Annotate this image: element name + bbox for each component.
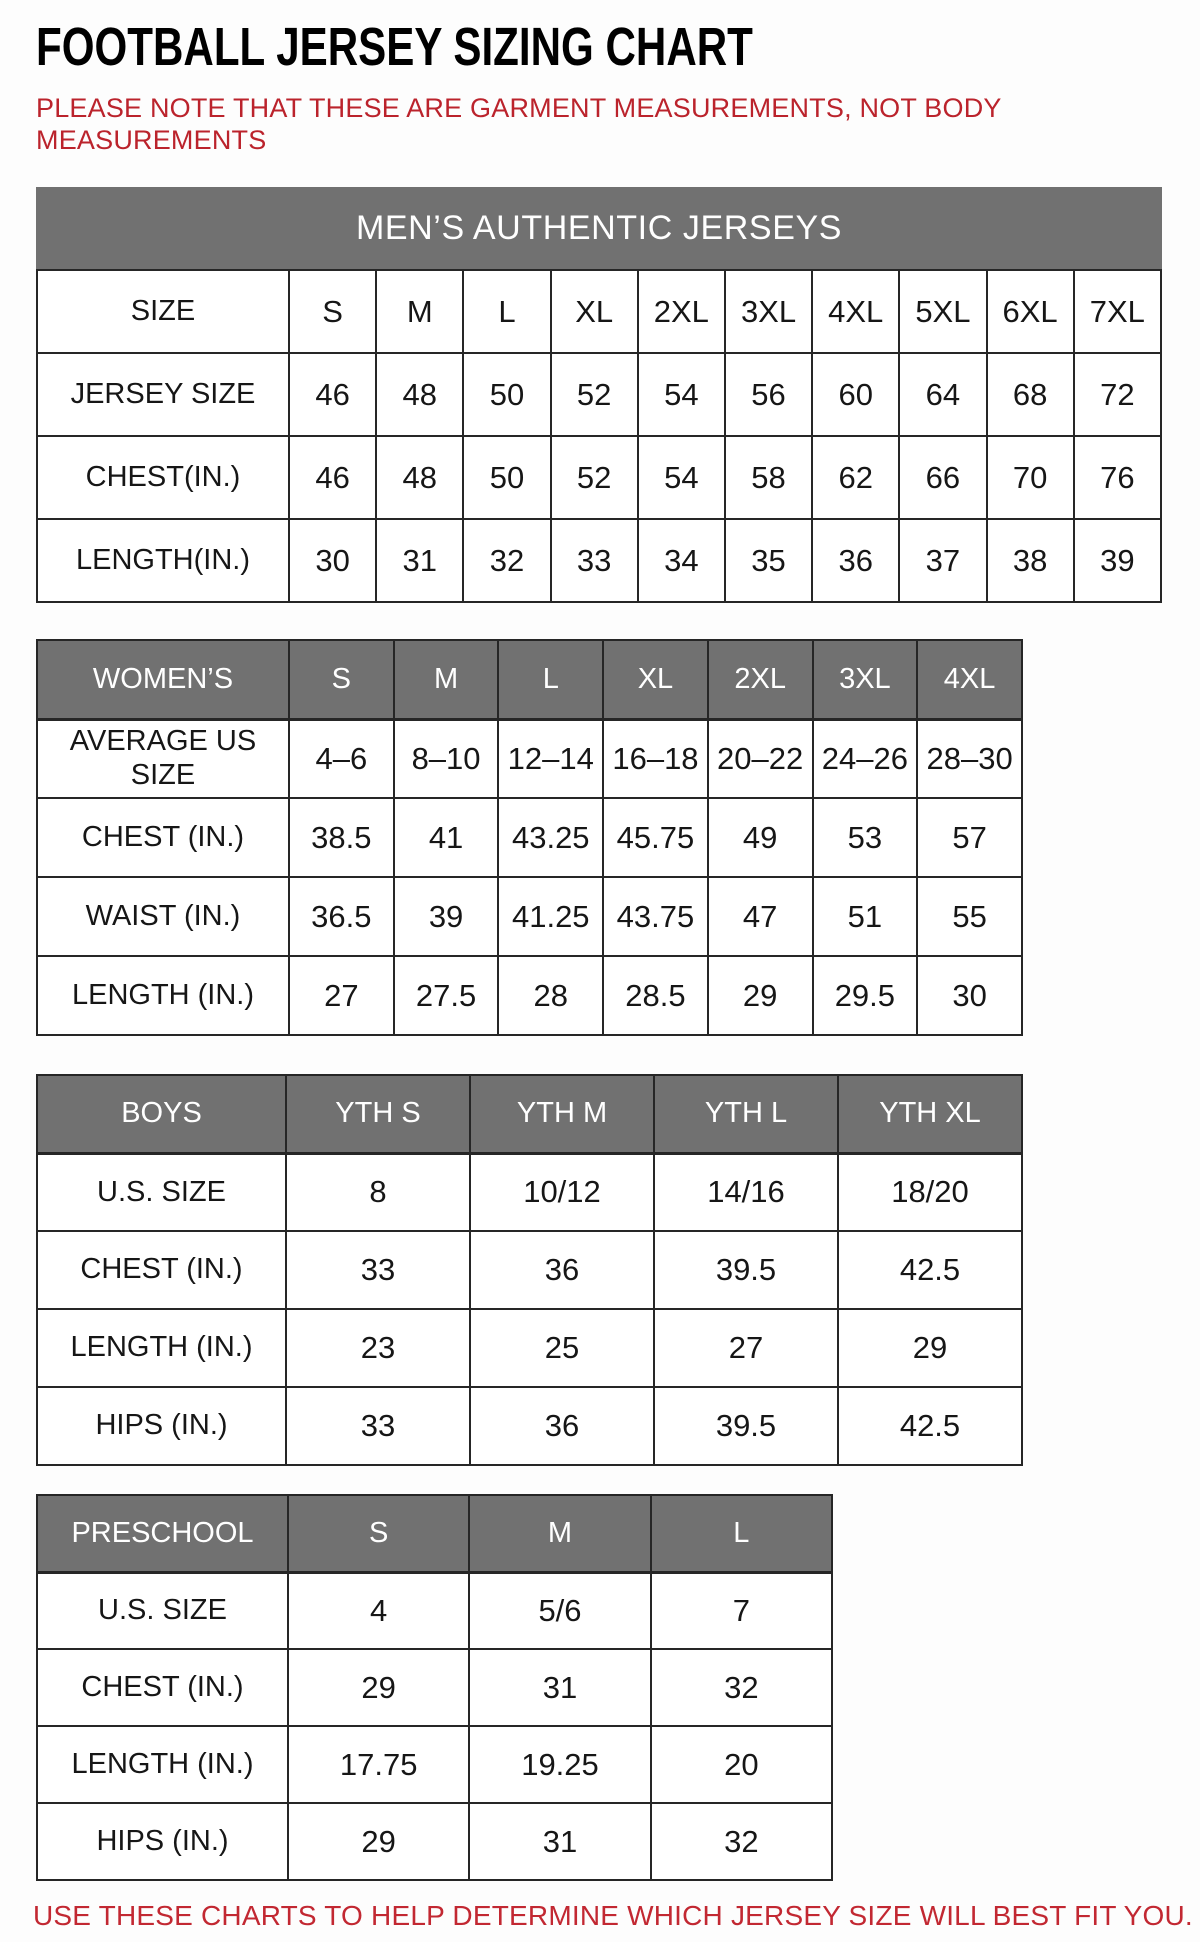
table-cell: 43.75: [603, 877, 708, 956]
table-row: [37, 519, 1161, 602]
header-cell: L: [651, 1495, 832, 1572]
table-cell: 32: [651, 1803, 832, 1880]
table-cell: 31: [469, 1803, 650, 1880]
table-cell: 56: [725, 353, 812, 436]
table-cell: L: [463, 270, 550, 353]
row-label: HIPS (IN.): [37, 1803, 288, 1880]
header-cell: YTH L: [654, 1075, 838, 1153]
table-cell: 33: [551, 519, 638, 602]
table-row: [37, 719, 1022, 798]
table-cell: 20: [651, 1726, 832, 1803]
table-cell: 29: [288, 1803, 469, 1880]
page-title: FOOTBALL JERSEY SIZING CHART: [36, 17, 753, 77]
table-cell: 31: [376, 519, 463, 602]
table-cell: 38: [987, 519, 1074, 602]
header-cell: XL: [603, 640, 708, 719]
table-cell: 42.5: [838, 1387, 1022, 1465]
womens-header-label: WOMEN’S: [37, 640, 289, 719]
garment-measurements-note: [36, 93, 1200, 157]
preschool-sizing-table: [36, 1494, 833, 1881]
table-cell: 23: [286, 1309, 470, 1387]
table-cell: 46: [289, 436, 376, 519]
row-label: AVERAGE US SIZE: [37, 719, 289, 798]
header-cell: YTH XL: [838, 1075, 1022, 1153]
footer-note: USE THESE CHARTS TO HELP DETERMINE WHICH JERSEY SIZE WILL BEST FIT YOU.: [33, 1900, 1193, 1932]
table-row: [37, 877, 1022, 956]
table-cell: 17.75: [288, 1726, 469, 1803]
table-cell: 55: [917, 877, 1022, 956]
table-cell: 33: [286, 1387, 470, 1465]
table-cell: 28.5: [603, 956, 708, 1035]
table-cell: 31: [469, 1649, 650, 1726]
table-cell: 57: [917, 798, 1022, 877]
table-cell: 58: [725, 436, 812, 519]
table-cell: 10/12: [470, 1153, 654, 1231]
table-cell: 46: [289, 353, 376, 436]
table-row: [37, 1153, 1022, 1231]
table-cell: 7XL: [1074, 270, 1161, 353]
table-cell: 45.75: [603, 798, 708, 877]
table-cell: 36.5: [289, 877, 394, 956]
womens-sizing-table: [36, 639, 1023, 1036]
table-cell: 39: [1074, 519, 1161, 602]
row-label: WAIST (IN.): [37, 877, 289, 956]
table-cell: 28: [498, 956, 603, 1035]
table-row: [37, 1309, 1022, 1387]
table-cell: 30: [289, 519, 376, 602]
table-cell: 29.5: [813, 956, 918, 1035]
table-cell: 5XL: [899, 270, 986, 353]
preschool-header-row: [37, 1495, 832, 1572]
table-cell: 6XL: [987, 270, 1074, 353]
boys-header-label: BOYS: [37, 1075, 286, 1153]
table-cell: 41: [394, 798, 499, 877]
table-cell: 35: [725, 519, 812, 602]
table-cell: 8–10: [394, 719, 499, 798]
table-cell: 19.25: [469, 1726, 650, 1803]
table-cell: 7: [651, 1572, 832, 1649]
table-cell: 36: [812, 519, 899, 602]
table-cell: 41.25: [498, 877, 603, 956]
table-cell: 27.5: [394, 956, 499, 1035]
boys-header-row: [37, 1075, 1022, 1153]
header-cell: M: [394, 640, 499, 719]
table-cell: 50: [463, 353, 550, 436]
table-cell: 16–18: [603, 719, 708, 798]
table-cell: 28–30: [917, 719, 1022, 798]
table-cell: 39: [394, 877, 499, 956]
womens-header-row: [37, 640, 1022, 719]
row-label: CHEST (IN.): [37, 798, 289, 877]
table-cell: 4–6: [289, 719, 394, 798]
table-cell: 4XL: [812, 270, 899, 353]
table-cell: 29: [708, 956, 813, 1035]
table-cell: 24–26: [813, 719, 918, 798]
table-cell: 37: [899, 519, 986, 602]
table-cell: 38.5: [289, 798, 394, 877]
table-cell: 52: [551, 436, 638, 519]
table-cell: 60: [812, 353, 899, 436]
header-cell: M: [469, 1495, 650, 1572]
table-cell: 29: [288, 1649, 469, 1726]
table-cell: 33: [286, 1231, 470, 1309]
row-label: SIZE: [37, 270, 289, 353]
boys-sizing-table: [36, 1074, 1023, 1466]
table-cell: 53: [813, 798, 918, 877]
table-row: [37, 1387, 1022, 1465]
table-cell: 4: [288, 1572, 469, 1649]
table-cell: S: [289, 270, 376, 353]
table-cell: 72: [1074, 353, 1161, 436]
table-cell: 27: [289, 956, 394, 1035]
row-label: LENGTH (IN.): [37, 956, 289, 1035]
table-row: [37, 436, 1161, 519]
table-cell: 20–22: [708, 719, 813, 798]
table-cell: 48: [376, 436, 463, 519]
table-cell: 76: [1074, 436, 1161, 519]
table-cell: 36: [470, 1387, 654, 1465]
table-cell: 50: [463, 436, 550, 519]
table-row: [37, 353, 1161, 436]
table-cell: 47: [708, 877, 813, 956]
header-cell: YTH S: [286, 1075, 470, 1153]
table-cell: 42.5: [838, 1231, 1022, 1309]
row-label: LENGTH (IN.): [37, 1726, 288, 1803]
table-cell: 32: [651, 1649, 832, 1726]
table-cell: 18/20: [838, 1153, 1022, 1231]
table-cell: 49: [708, 798, 813, 877]
row-label: U.S. SIZE: [37, 1153, 286, 1231]
table-cell: 8: [286, 1153, 470, 1231]
table-cell: 39.5: [654, 1231, 838, 1309]
table-row: [37, 1803, 832, 1880]
table-cell: 62: [812, 436, 899, 519]
row-label: CHEST(IN.): [37, 436, 289, 519]
preschool-header-label: PRESCHOOL: [37, 1495, 288, 1572]
table-cell: 54: [638, 353, 725, 436]
table-cell: 2XL: [638, 270, 725, 353]
table-cell: 14/16: [654, 1153, 838, 1231]
row-label: CHEST (IN.): [37, 1231, 286, 1309]
row-label: HIPS (IN.): [37, 1387, 286, 1465]
table-cell: 48: [376, 353, 463, 436]
table-cell: 36: [470, 1231, 654, 1309]
row-label: LENGTH (IN.): [37, 1309, 286, 1387]
table-cell: 12–14: [498, 719, 603, 798]
header-cell: YTH M: [470, 1075, 654, 1153]
table-cell: 39.5: [654, 1387, 838, 1465]
header-cell: 2XL: [708, 640, 813, 719]
table-cell: 64: [899, 353, 986, 436]
table-cell: M: [376, 270, 463, 353]
table-cell: 51: [813, 877, 918, 956]
table-row: [37, 1726, 832, 1803]
table-cell: 66: [899, 436, 986, 519]
table-cell: 68: [987, 353, 1074, 436]
garment-note-line1: PLEASE NOTE THAT THESE ARE GARMENT MEASUREMENTS, NOT BODY: [36, 93, 1002, 124]
header-cell: 4XL: [917, 640, 1022, 719]
table-cell: 25: [470, 1309, 654, 1387]
table-cell: 29: [838, 1309, 1022, 1387]
table-row: [37, 270, 1161, 353]
header-cell: S: [288, 1495, 469, 1572]
mens-table-banner: MEN’S AUTHENTIC JERSEYS: [36, 187, 1162, 269]
header-cell: L: [498, 640, 603, 719]
header-cell: S: [289, 640, 394, 719]
table-cell: 52: [551, 353, 638, 436]
table-cell: 5/6: [469, 1572, 650, 1649]
table-cell: 54: [638, 436, 725, 519]
garment-note-line2: MEASUREMENTS: [36, 125, 267, 156]
table-cell: 34: [638, 519, 725, 602]
table-cell: 30: [917, 956, 1022, 1035]
table-row: [37, 956, 1022, 1035]
table-row: [37, 1649, 832, 1726]
table-row: [37, 1572, 832, 1649]
row-label: LENGTH(IN.): [37, 519, 289, 602]
table-cell: 70: [987, 436, 1074, 519]
table-cell: 27: [654, 1309, 838, 1387]
table-cell: 32: [463, 519, 550, 602]
table-cell: 3XL: [725, 270, 812, 353]
mens-sizing-table: [36, 269, 1162, 603]
row-label: U.S. SIZE: [37, 1572, 288, 1649]
table-row: [37, 798, 1022, 877]
row-label: CHEST (IN.): [37, 1649, 288, 1726]
table-cell: XL: [551, 270, 638, 353]
header-cell: 3XL: [813, 640, 918, 719]
table-cell: 43.25: [498, 798, 603, 877]
table-row: [37, 1231, 1022, 1309]
row-label: JERSEY SIZE: [37, 353, 289, 436]
